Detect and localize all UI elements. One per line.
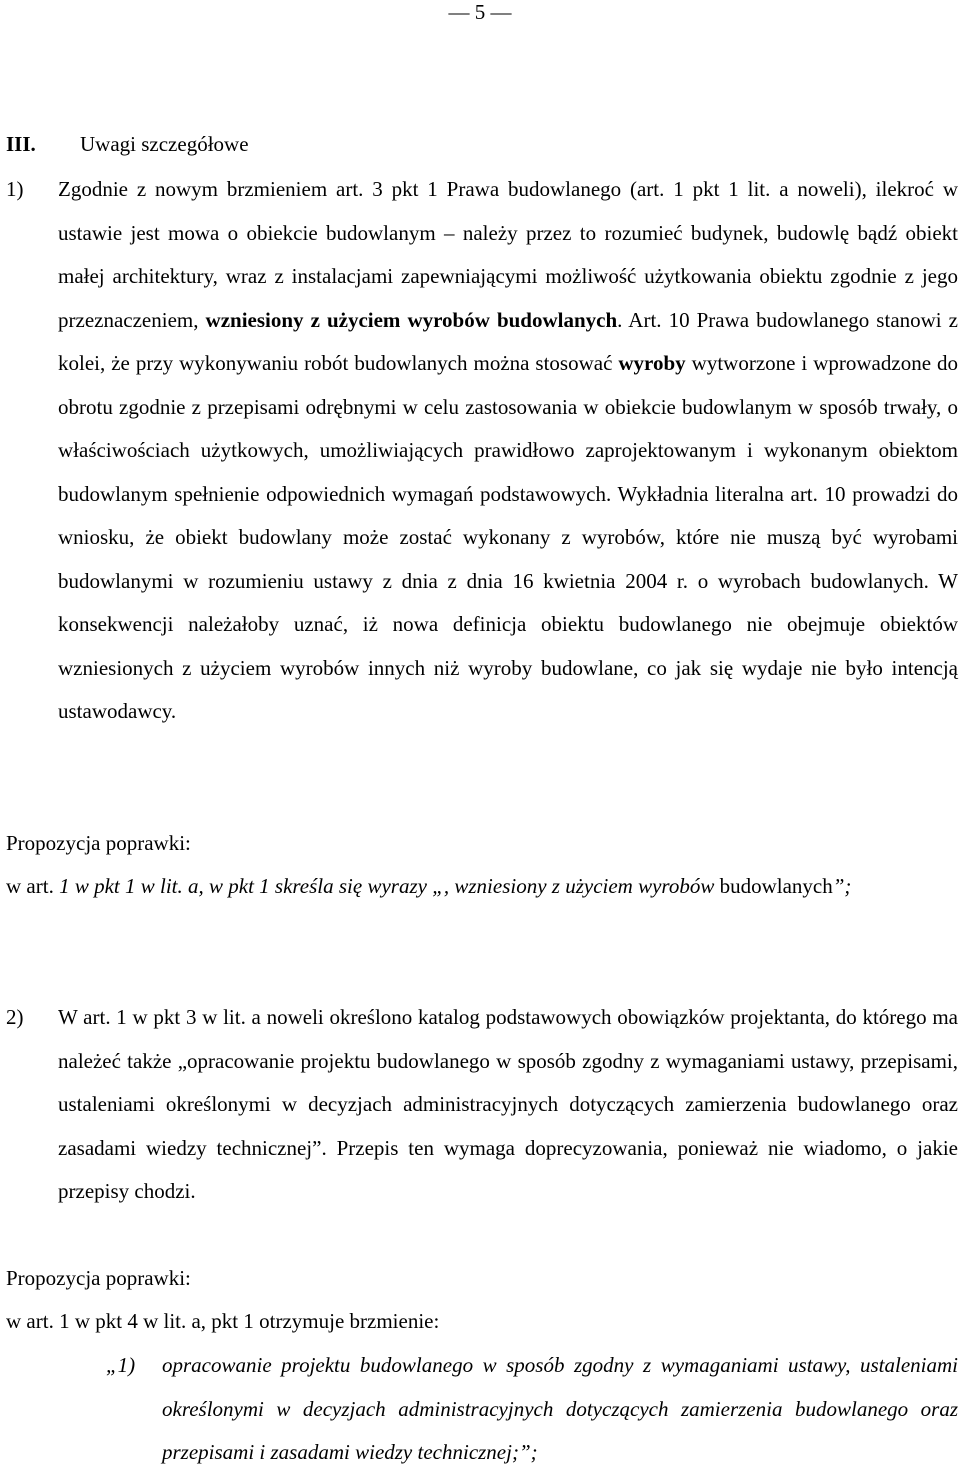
item-1-text-c: wytworzone i wprowadzone do obrotu zgodnie z przepisami odrębnymi w celu zastosowania w obiekcie budowlanym w sposób trwały, o właściwościach użytkowych, umożliwiających prawidłowo zaprojektowanym i wykonanym obiektom budowlanym spełnienie odpowiednich wymagań podstawowych. Wykładnia literalna art. 10 prowadzi do wniosku, że obiekt budowlany może zostać wykonany z wyrobów, które nie muszą być wyrobami budowlanymi w rozumieniu ustawy z dnia z dnia 16 kwietnia 2004 r. o wyrobach budowlanych. W konsekwencji należałoby uznać, iż nowa definicja obiektu budowlanego nie obejmuje obiektów wzniesionych z użyciem wyrobów innych niż wyroby budowlane, co jak się wydaje nie było intencją ustawodawcy. <box>58 351 958 723</box>
item-1-paragraph <box>6 168 958 734</box>
proposal-1-italic-end: ”; <box>832 874 852 898</box>
item-1-text-a: Zgodnie z nowym brzmieniem art. 3 pkt 1 Prawa budowlanego (art. 1 pkt 1 lit. a noweli), ilekroć w ustawie jest mowa o obiekcie budowlanym – należy przez to rozumieć budynek, budowlę bądź obiekt małej architektury, wraz z instalacjami zapewniającymi możliwość użytkowania obiektu zgodnie z jego przeznaczeniem, <box>58 177 958 332</box>
item-1-bold-word: wyroby <box>618 351 686 375</box>
section-number: III. <box>6 132 36 156</box>
proposal-2-quote-mark: „1) <box>106 1353 136 1377</box>
proposal-2-instruction: w art. 1 w pkt 4 w lit. a, pkt 1 otrzymuje brzmienie: <box>6 1309 440 1333</box>
proposal-2-quote <box>106 1344 958 1475</box>
section-title: Uwagi szczegółowe <box>80 132 249 156</box>
page-number: — 5 — <box>448 0 512 24</box>
proposal-2-quote-text: opracowanie projektu budowlanego w sposób zgodny z wymaganiami ustawy, ustaleniami określonymi w decyzjach administracyjnych dotyczących zamierzenia budowlanego oraz przepisami i zasadami wiedzy technicznej;”; <box>162 1353 958 1464</box>
proposal-2-label: Propozycja poprawki: <box>6 1266 191 1290</box>
item-2-marker: 2) <box>6 1005 24 1029</box>
proposal-1-prefix: w art. <box>6 874 60 898</box>
item-2-text: W art. 1 w pkt 3 w lit. a noweli określono katalog podstawowych obowiązków projektanta, do którego ma należeć także „opracowanie projektu budowlanego w sposób zgodny z wymaganiami ustawy, przepisami, ustaleniami określonymi w decyzjach administracyjnych dotyczących zamierzenia budowlanego oraz zasadami wiedzy technicznej”. Przepis ten wymaga doprecyzowania, ponieważ nie wiadomo, o jakie przepisy chodzi. <box>58 1005 958 1203</box>
proposal-1-plain: budowlanych <box>719 874 833 898</box>
item-1-bold-phrase: wzniesiony z użyciem wyrobów budowlanych <box>205 307 618 332</box>
proposal-1-italic: 1 w pkt 1 w lit. a, w pkt 1 skreśla się wyrazy „, wzniesiony z użyciem wyrobów <box>59 874 720 898</box>
item-2-paragraph <box>6 996 958 1214</box>
item-1-marker: 1) <box>6 177 24 201</box>
item-1-text-b: . Art. 10 Prawa budowlanego stanowi z kolei, że przy wykonywaniu robót budowlanych można stosować <box>58 307 958 375</box>
section-heading <box>6 130 249 158</box>
proposal-1-text <box>6 865 958 909</box>
proposal-1-label: Propozycja poprawki: <box>6 831 191 855</box>
